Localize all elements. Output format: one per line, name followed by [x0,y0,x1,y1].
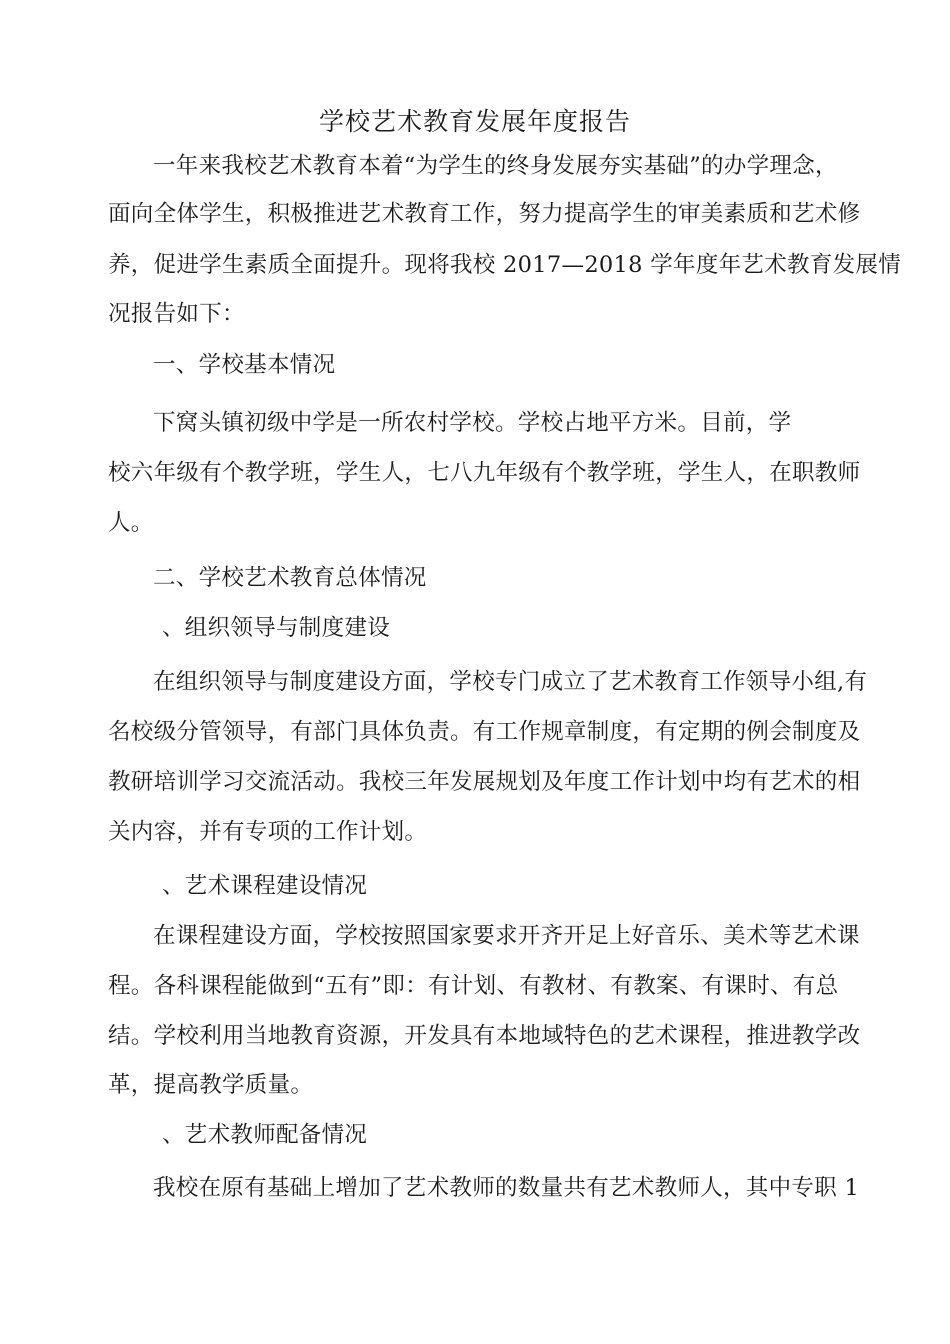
section1-line-3: 人。 [108,510,154,536]
sub2-line-4: 革，提高教学质量。 [108,1072,314,1098]
sub2-heading: 、艺术课程建设情况 [162,873,368,899]
sub1-line-2: 名校级分管领导，有部门具体负责。有工作规章制度，有定期的例会制度及 [108,719,861,745]
sub2-line-2: 程。各科课程能做到“五有”即：有计划、有教材、有教案、有课时、有总 [108,973,839,999]
sub3-line-1: 我校在原有基础上增加了艺术教师的数量共有艺术教师人，其中专职 1 [153,1175,860,1201]
section1-heading: 一、学校基本情况 [153,352,336,378]
section1-line-1: 下窝头镇初级中学是一所农村学校。学校占地平方米。目前，学 [153,410,792,436]
intro-line-4: 况报告如下： [108,301,245,327]
sub1-line-4: 关内容，并有专项的工作计划。 [108,819,428,845]
intro-line-1: 一年来我校艺术教育本着“为学生的终身发展夯实基础”的办学理念， [153,153,838,179]
section1-line-2: 校六年级有个教学班，学生人，七八九年级有个教学班，学生人，在职教师 [108,460,861,486]
sub2-line-1: 在课程建设方面，学校按照国家要求开齐开足上好音乐、美术等艺术课 [153,923,860,949]
intro-line-2: 面向全体学生，积极推进艺术教育工作，努力提高学生的审美素质和艺术修 [108,201,861,227]
sub2-line-3: 结。学校利用当地教育资源，开发具有本地域特色的艺术课程，推进教学改 [108,1023,861,1049]
sub1-line-3: 教研培训学习交流活动。我校三年发展规划及年度工作计划中均有艺术的相 [108,769,861,795]
sub3-heading: 、艺术教师配备情况 [162,1122,368,1148]
document-title: 学校艺术教育发展年度报告 [318,107,631,136]
section2-heading: 二、学校艺术教育总体情况 [153,565,427,591]
intro-line-3: 养，促进学生素质全面提升。现将我校 2017—2018 学年度年艺术教育发展情 [108,252,902,278]
sub1-heading: 、组织领导与制度建设 [162,615,391,641]
sub1-line-1: 在组织领导与制度建设方面，学校专门成立了艺术教育工作领导小组,有 [153,669,868,695]
